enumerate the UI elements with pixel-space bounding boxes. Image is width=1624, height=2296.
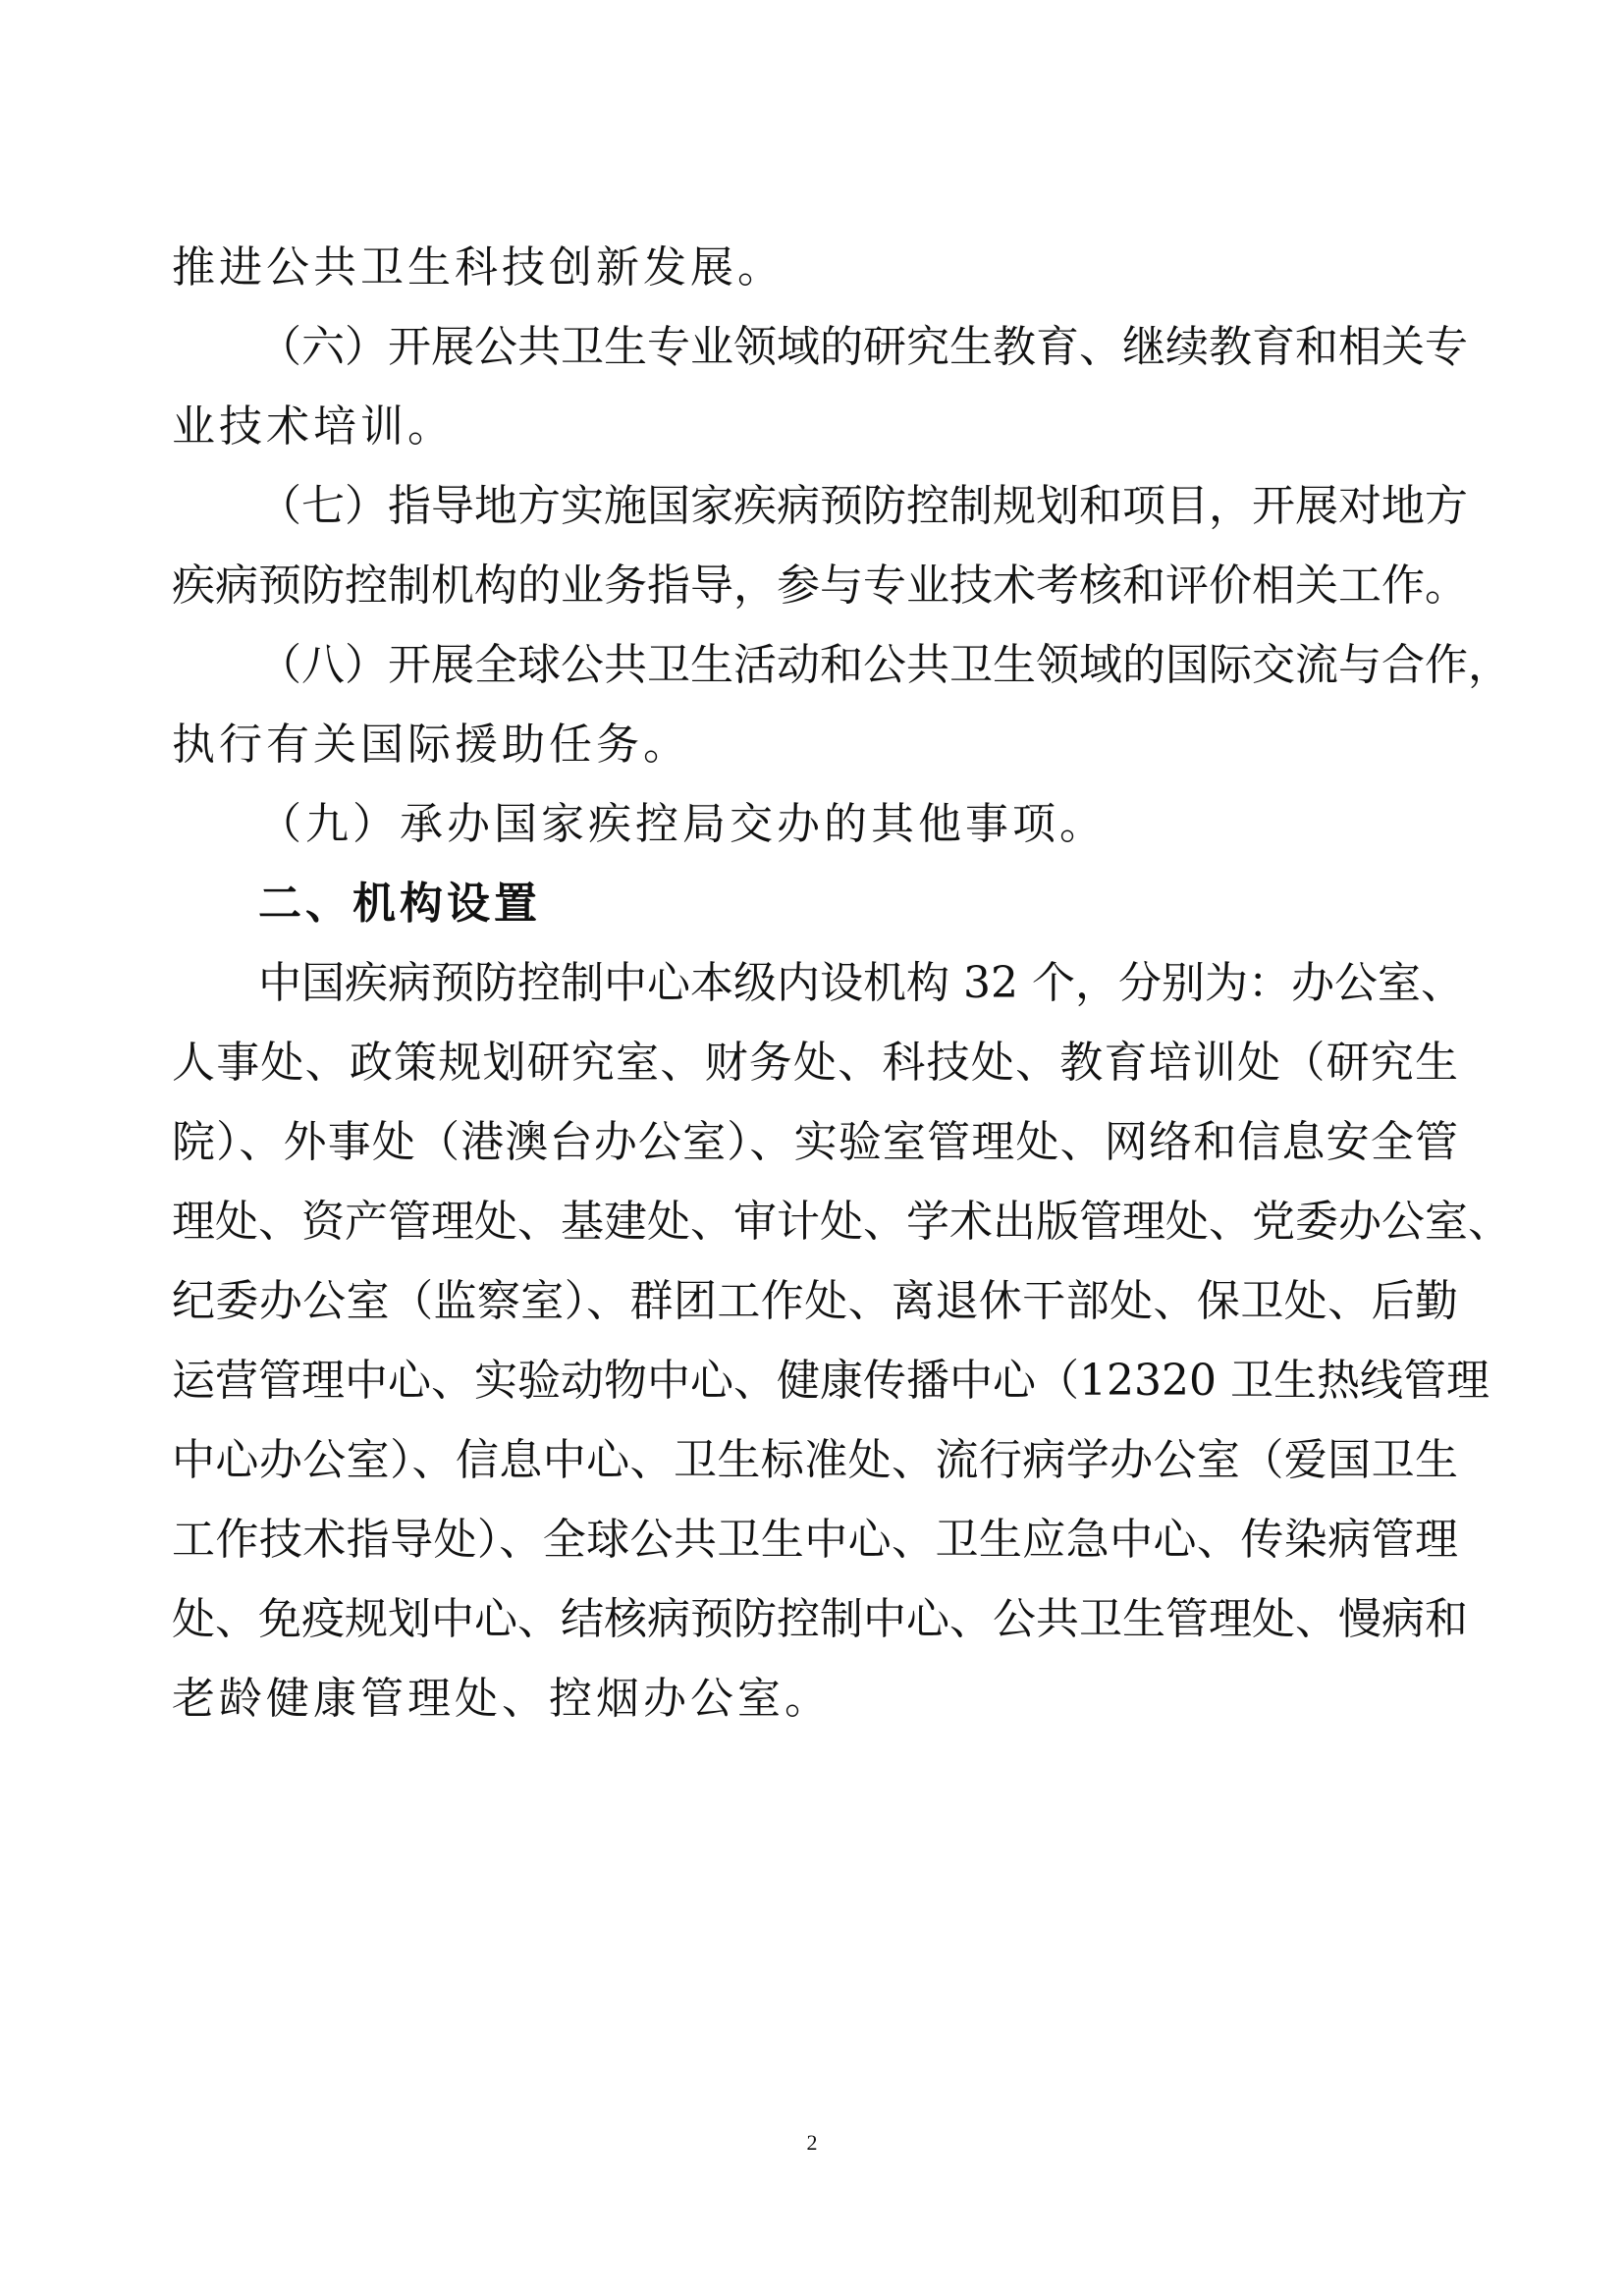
body-line: 理处、资产管理处、基建处、审计处、学术出版管理处、党委办公室、 <box>172 1197 1511 1247</box>
body-line: 推进公共卫生科技创新发展。 <box>172 242 785 293</box>
section-heading: 二、机构设置 <box>258 879 541 929</box>
body-line: 中心办公室）、信息中心、卫生标准处、流行病学办公室（爱国卫生 <box>172 1435 1458 1485</box>
page-number: 2 <box>806 2130 818 2155</box>
body-line: 老龄健康管理处、控烟办公室。 <box>172 1674 832 1724</box>
document-body <box>172 228 1511 1738</box>
body-line: 运营管理中心、实验动物中心、健康传播中心（12320 卫生热线管理 <box>172 1356 1489 1406</box>
body-line: 工作技术指导处）、全球公共卫生中心、卫生应急中心、传染病管理 <box>172 1515 1458 1565</box>
body-line: 执行有关国际援助任务。 <box>172 720 690 770</box>
body-line: 中国疾病预防控制中心本级内设机构 32 个，分别为：办公室、 <box>258 958 1464 1008</box>
body-line: 院）、外事处（港澳台办公室）、实验室管理处、网络和信息安全管 <box>172 1117 1458 1167</box>
body-line: 疾病预防控制机构的业务指导，参与专业技术考核和评价相关工作。 <box>172 561 1468 611</box>
body-line: 人事处、政策规划研究室、财务处、科技处、教育培训处（研究生 <box>172 1038 1458 1088</box>
body-line: 纪委办公室（监察室）、群团工作处、离退休干部处、保卫处、后勤 <box>172 1276 1458 1326</box>
body-line: （六）开展公共卫生专业领域的研究生教育、继续教育和相关专 <box>258 322 1468 372</box>
body-line: 业技术培训。 <box>172 401 455 452</box>
body-line: （七）指导地方实施国家疾病预防控制规划和项目，开展对地方 <box>258 481 1468 531</box>
body-line: （八）开展全球公共卫生活动和公共卫生领域的国际交流与合作， <box>258 640 1511 690</box>
body-line: （九）承办国家疾控局交办的其他事项。 <box>258 799 1107 849</box>
body-line: 处、免疫规划中心、结核病预防控制中心、公共卫生管理处、慢病和 <box>172 1594 1468 1644</box>
